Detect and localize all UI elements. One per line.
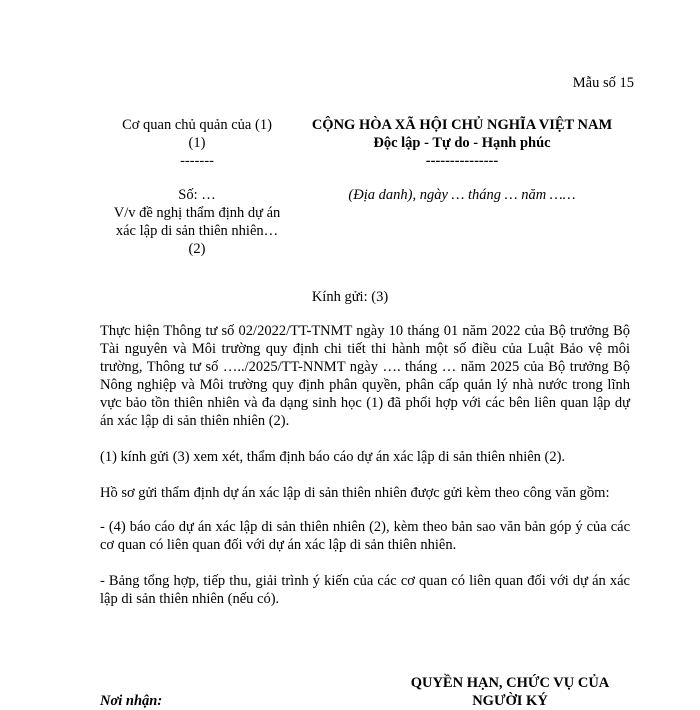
national-rule: --------------- <box>425 153 499 169</box>
agency-name: Cơ quan chủ quản của (1) <box>122 117 272 133</box>
form-number: Mẫu số 15 <box>572 75 634 91</box>
subject-line-2: xác lập di sản thiên nhiên… <box>115 223 279 239</box>
recipient-line: Kính gửi: (3) <box>311 289 389 305</box>
signature-block <box>370 674 650 710</box>
document-number: Số: … <box>178 187 216 203</box>
subject-line-1: V/v đề nghị thẩm định dự án <box>113 205 281 221</box>
agency-rule: ------- <box>180 153 214 169</box>
recipients-label: Nơi nhận: <box>100 693 163 709</box>
subject-line-3: (2) <box>188 241 206 257</box>
national-header <box>296 116 628 204</box>
paragraph-item-2: - Bảng tổng hợp, tiếp thu, giải trình ý kiến của các cơ quan có liên quan đối với dự án xác lập di sản thiên nhiên (nếu có). <box>100 573 630 607</box>
paragraph-request: (1) kính gửi (3) xem xét, thẩm định báo cáo dự án xác lập di sản thiên nhiên (2). <box>100 449 566 465</box>
paragraph-dossier: Hồ sơ gửi thẩm định dự án xác lập di sản thiên nhiên được gửi kèm theo công văn gồm: <box>100 485 610 501</box>
signature-title-1: QUYỀN HẠN, CHỨC VỤ CỦA <box>410 675 610 691</box>
document-body <box>100 322 630 626</box>
paragraph-item-1: - (4) báo cáo dự án xác lập di sản thiên nhiên (2), kèm theo bản sao văn bản góp ý của các cơ quan có liên quan đối với dự án xác lập di sản thiên nhiên. <box>100 519 630 553</box>
place-date: (Địa danh), ngày … tháng … năm …… <box>348 187 576 203</box>
signature-title-2: NGƯỜI KÝ <box>472 693 548 709</box>
national-title: CỘNG HÒA XÃ HỘI CHỦ NGHĨA VIỆT NAM <box>311 117 613 133</box>
national-motto: Độc lập - Tự do - Hạnh phúc <box>373 135 551 151</box>
agency-name-sub: (1) <box>188 135 206 151</box>
paragraph-intro: Thực hiện Thông tư số 02/2022/TT-TNMT ngày 10 tháng 01 năm 2022 của Bộ trưởng Bộ Tài nguyên và Môi trường quy định chi tiết thi hành một số điều của Luật Bảo vệ môi trường, Thông tư số …../2025/TT-NNMT ngày …. tháng … năm 2025 của Bộ trưởng Bộ Nông nghiệp và Môi trường quy định phân quyền, phân cấp quản lý nhà nước trong lĩnh vực bảo tồn thiên nhiên và đa dạng sinh học (1) đã phối hợp với các bên liên quan lập dự án xác lập di sản thiên nhiên (2). <box>100 323 630 429</box>
agency-header <box>92 116 302 258</box>
